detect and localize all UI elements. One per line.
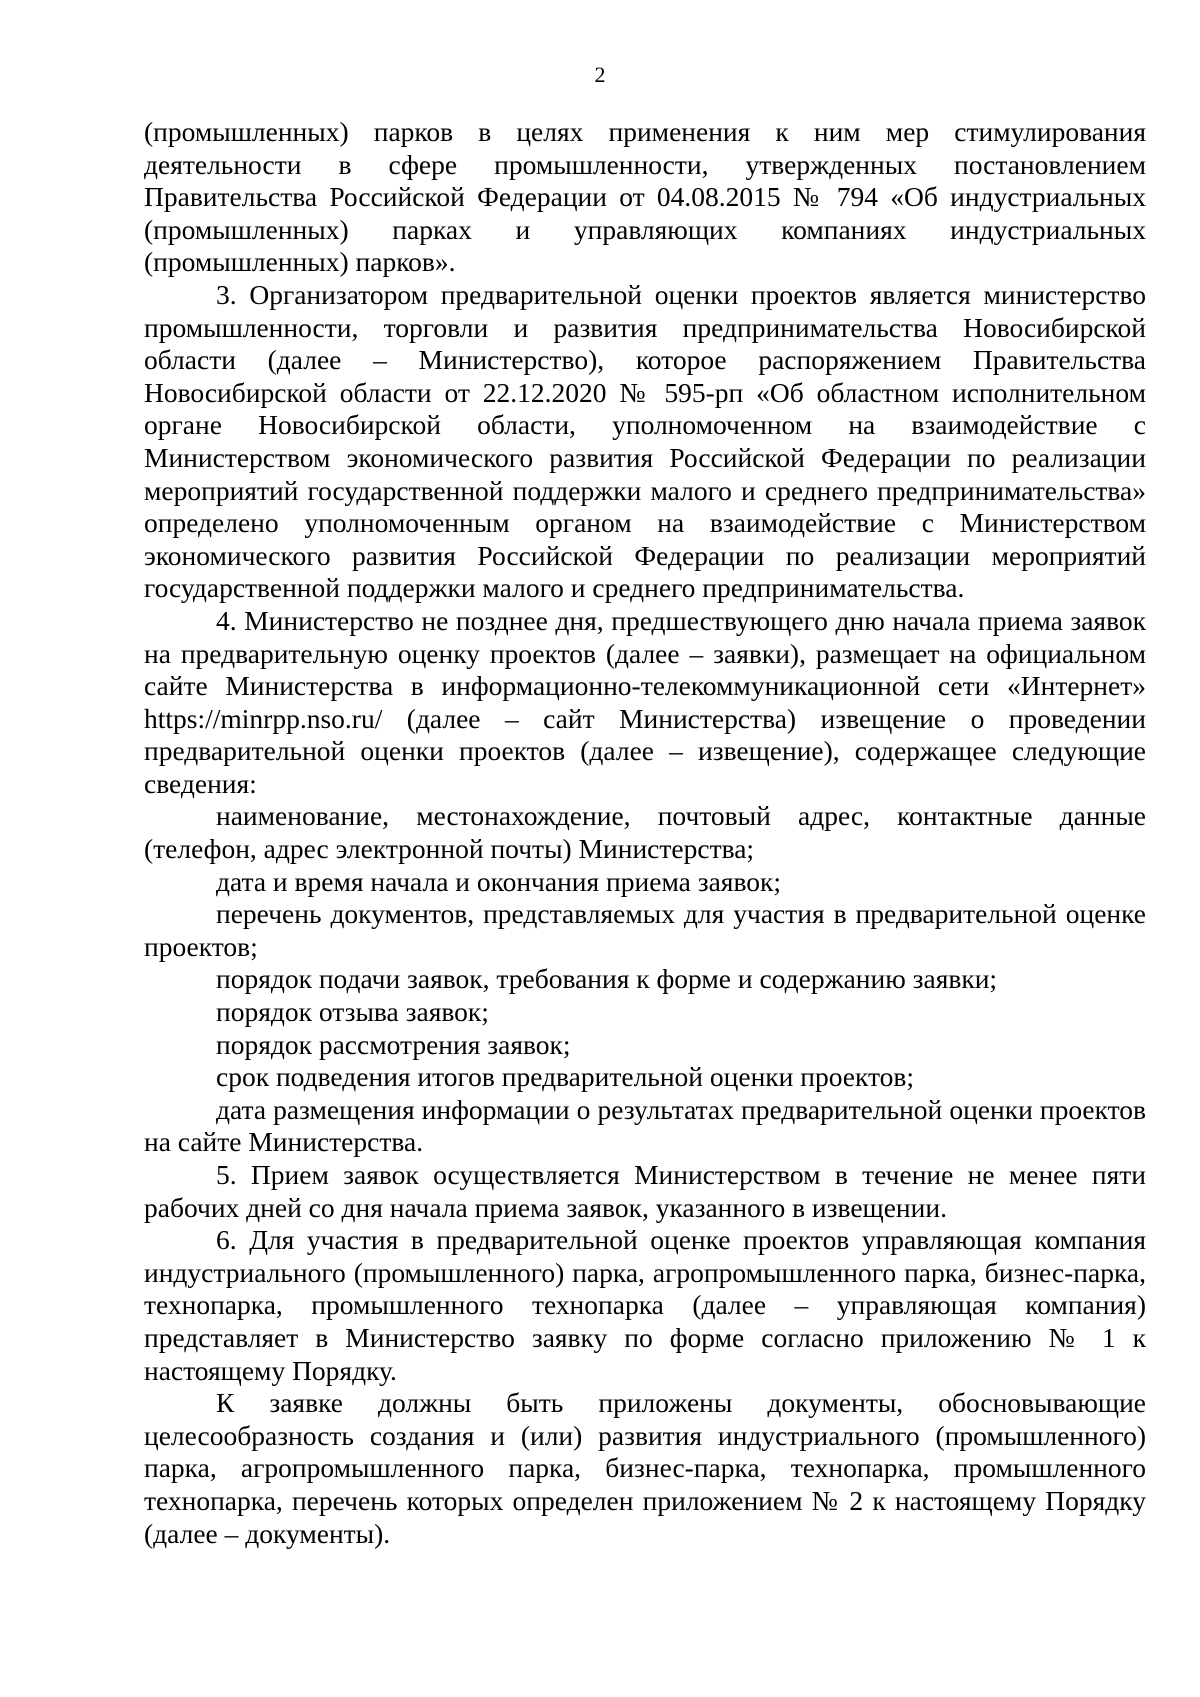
list-item-documents: перечень документов, представляемых для участия в предварительной оценке проектов; (144, 898, 1146, 962)
list-item-name-address: наименование, местонахождение, почтовый адрес, контактные данные (телефон, адрес электронной почты) Министерства; (144, 800, 1146, 865)
paragraph-5-acceptance: 5. Прием заявок осуществляется Министерством в течение не менее пяти рабочих дней со дня начала приема заявок, указанного в извещении. (144, 1159, 1146, 1223)
list-item-dates: дата и время начала и окончания приема заявок; (216, 865, 781, 897)
list-item-review-order: порядок рассмотрения заявок; (216, 1028, 571, 1060)
paragraph-3-organizer: 3. Организатором предварительной оценки проектов является министерство промышленности, торговли и развития предпринимательства Новосибирской области (далее – Министерство), которое распоряжением Правительства Новосибирской области от 22.12.2020 № 595-рп «Об областном исполнительном органе Новосибирской области, уполномоченном на взаимодействие с Министерством экономического развития Российской Федерации по реализации мероприятий государственной поддержки малого и среднего предпринимательства» определено уполномоченным органом на взаимодействие с Министерством экономического развития Российской Федерации по реализации мероприятий государственной поддержки малого и среднего предпринимательства. (144, 278, 1146, 604)
list-item-submission-order: порядок подачи заявок, требования к форме и содержанию заявки; (216, 963, 998, 995)
list-item-withdrawal-order: порядок отзыва заявок; (216, 996, 489, 1028)
list-item-results-publication: дата размещения информации о результатах предварительной оценки проектов на сайте Министерства. (144, 1093, 1146, 1158)
document-body (144, 116, 1146, 1550)
paragraph-intro-continuation: (промышленных) парков в целях применения к ним мер стимулирования деятельности в сфере промышленности, утвержденных постановлением Правительства Российской Федерации от 04.08.2015 № 794 «Об индустриальных (промышленных) парках и управляющих компаниях индустриальных (промышленных) парков». (144, 116, 1146, 278)
paragraph-6-participation: 6. Для участия в предварительной оценке проектов управляющая компания индустриального (промышленного) парка, агропромышленного парка, бизнес-парка, технопарка, промышленного технопарка (далее – управляющая компания) представляет в Министерство заявку по форме согласно приложению № 1 к настоящему Порядку. (144, 1224, 1146, 1386)
list-item-results-deadline: срок подведения итогов предварительной оценки проектов; (216, 1061, 915, 1093)
page-number: 2 (594, 62, 606, 87)
paragraph-4-notice: 4. Министерство не позднее дня, предшествующего дню начала приема заявок на предварительную оценку проектов (далее – заявки), размещает на официальном сайте Министерства в информационно-телекоммуникационной сети «Интернет» https://minrpp.nso.ru/ (далее – сайт Министерства) извещение о проведении предварительной оценки проектов (далее – извещение), содержащее следующие сведения: (144, 604, 1146, 799)
paragraph-6-attachments: К заявке должны быть приложены документы, обосновывающие целесообразность создания и (или) развития индустриального (промышленного) парка, агропромышленного парка, бизнес-парка, технопарка, промышленного технопарка, перечень которых определен приложением № 2 к настоящему Порядку (далее – документы). (144, 1387, 1146, 1549)
